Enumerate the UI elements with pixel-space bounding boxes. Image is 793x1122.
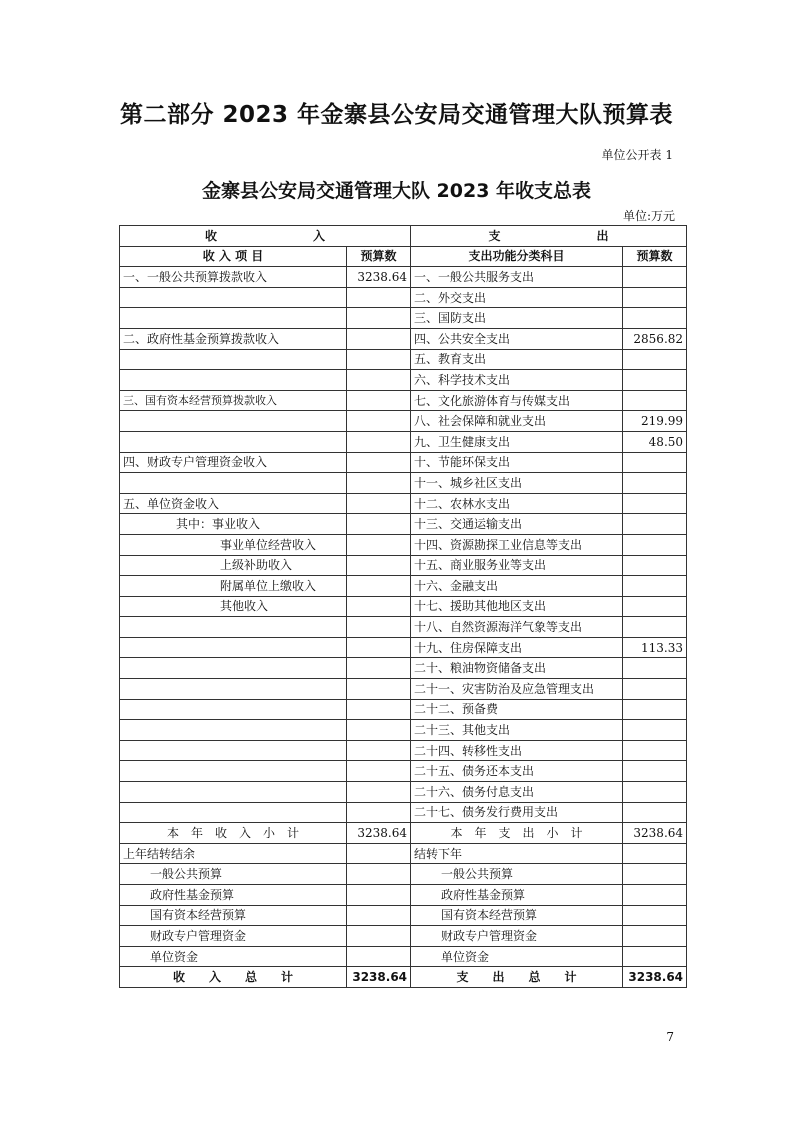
table-row [120,967,687,988]
income-item-cell [120,431,347,452]
expense-amount-cell [623,679,687,700]
expense-item-cell: 一般公共预算 [411,864,623,885]
expense-amount-cell [623,452,687,473]
income-amount-cell [347,452,411,473]
table-row [120,699,687,720]
expense-amount-cell [623,287,687,308]
expense-amount-cell [623,802,687,823]
table-row [120,761,687,782]
income-item-cell: 国有资本经营预算 [120,905,347,926]
table-row [120,514,687,535]
expense-item-cell: 十七、援助其他地区支出 [411,596,623,617]
income-item-cell: 一、一般公共预算拨款收入 [120,267,347,288]
expense-item-cell: 本 年 支 出 小 计 [411,823,623,844]
expense-amount-cell: 3238.64 [623,967,687,988]
income-item-header: 收 入 项 目 [120,246,347,267]
income-amount-cell [347,720,411,741]
income-amount-cell: 3238.64 [347,823,411,844]
table-row [120,576,687,597]
table-row [120,658,687,679]
income-amount-cell [347,699,411,720]
income-item-cell: 其他收入 [120,596,347,617]
expense-amount-cell [623,699,687,720]
expense-amount-cell: 3238.64 [623,823,687,844]
income-amount-cell [347,802,411,823]
expense-item-cell: 二十五、债务还本支出 [411,761,623,782]
table-row [120,370,687,391]
income-header: 收 入 [120,226,411,247]
table-row [120,740,687,761]
income-amount-cell [347,287,411,308]
income-amount-cell [347,349,411,370]
income-item-cell [120,699,347,720]
table-row [120,782,687,803]
income-item-cell: 附属单位上缴收入 [120,576,347,597]
expense-amount-cell [623,473,687,494]
table-row [120,823,687,844]
table-row [120,926,687,947]
expense-amount-cell [623,946,687,967]
expense-item-header: 支出功能分类科目 [411,246,623,267]
income-amount-cell [347,679,411,700]
table-row [120,864,687,885]
table-row [120,843,687,864]
expense-item-cell: 政府性基金预算 [411,885,623,906]
table-row [120,390,687,411]
expense-item-cell: 五、教育支出 [411,349,623,370]
income-amount-cell [347,637,411,658]
income-item-cell [120,349,347,370]
table-row [120,905,687,926]
header-row-group [120,226,687,247]
expense-amount-cell: 48.50 [623,431,687,452]
income-amount-cell [347,390,411,411]
income-amount-cell [347,514,411,535]
income-amount-cell [347,761,411,782]
expense-item-cell: 一、一般公共服务支出 [411,267,623,288]
expense-amount-cell: 113.33 [623,637,687,658]
income-item-cell [120,411,347,432]
expense-amount-cell: 2856.82 [623,328,687,349]
table-row [120,473,687,494]
income-amount-cell [347,843,411,864]
expense-item-cell: 九、卫生健康支出 [411,431,623,452]
income-item-cell [120,782,347,803]
table-row [120,328,687,349]
income-amount-cell [347,926,411,947]
expense-item-cell: 十二、农林水支出 [411,493,623,514]
income-amount-cell [347,534,411,555]
expense-item-cell: 二十、粮油物资储备支出 [411,658,623,679]
table-row [120,617,687,638]
table-row [120,349,687,370]
income-amount-cell [347,576,411,597]
income-item-cell: 收 入 总 计 [120,967,347,988]
expense-amount-cell [623,267,687,288]
expense-amount-cell [623,905,687,926]
income-item-cell: 三、国有资本经营预算拨款收入 [120,390,347,411]
expense-amount-cell [623,658,687,679]
header-row-columns [120,246,687,267]
income-item-cell: 上年结转结余 [120,843,347,864]
expense-amount-cell [623,596,687,617]
income-amount-cell [347,740,411,761]
income-item-cell [120,370,347,391]
income-item-cell [120,658,347,679]
income-item-cell [120,740,347,761]
expense-amount-header: 预算数 [623,246,687,267]
table-row [120,946,687,967]
expense-item-cell: 四、公共安全支出 [411,328,623,349]
income-amount-cell [347,864,411,885]
expense-item-cell: 十九、住房保障支出 [411,637,623,658]
expense-amount-cell [623,864,687,885]
income-item-cell: 二、政府性基金预算拨款收入 [120,328,347,349]
income-item-cell: 政府性基金预算 [120,885,347,906]
income-item-cell: 单位资金 [120,946,347,967]
expense-amount-cell [623,617,687,638]
expense-amount-cell [623,308,687,329]
expense-item-cell: 二十一、灾害防治及应急管理支出 [411,679,623,700]
table-row [120,596,687,617]
expense-amount-cell [623,782,687,803]
expense-item-cell: 十八、自然资源海洋气象等支出 [411,617,623,638]
income-item-cell [120,287,347,308]
income-item-cell [120,617,347,638]
page-number: 7 [666,1030,674,1044]
income-item-cell [120,679,347,700]
expense-amount-cell [623,761,687,782]
table-row [120,431,687,452]
expense-amount-cell [623,885,687,906]
income-item-cell: 四、财政专户管理资金收入 [120,452,347,473]
expense-amount-cell [623,534,687,555]
income-amount-cell [347,885,411,906]
expense-item-cell: 八、社会保障和就业支出 [411,411,623,432]
income-item-cell [120,761,347,782]
income-item-cell [120,637,347,658]
income-amount-cell [347,555,411,576]
part-title: 第二部分 2023 年金寨县公安局交通管理大队预算表 [119,102,674,128]
income-amount-cell [347,658,411,679]
table-number: 单位公开表 1 [601,148,673,162]
expense-item-cell: 二十二、预备费 [411,699,623,720]
income-item-cell: 本 年 收 入 小 计 [120,823,347,844]
income-amount-cell: 3238.64 [347,967,411,988]
expense-amount-cell [623,576,687,597]
expense-amount-cell [623,720,687,741]
expense-item-cell: 六、科学技术支出 [411,370,623,391]
table-row [120,637,687,658]
income-amount-cell [347,308,411,329]
expense-item-cell: 十五、商业服务业等支出 [411,555,623,576]
income-item-cell [120,802,347,823]
expense-amount-cell [623,493,687,514]
income-amount-cell [347,596,411,617]
expense-header: 支 出 [411,226,687,247]
expense-amount-cell [623,926,687,947]
expense-amount-cell [623,514,687,535]
income-amount-cell [347,493,411,514]
expense-item-cell: 单位资金 [411,946,623,967]
table-row [120,267,687,288]
expense-item-cell: 二十四、转移性支出 [411,740,623,761]
income-amount-cell [347,411,411,432]
income-item-cell [120,720,347,741]
table-row [120,885,687,906]
expense-amount-cell [623,370,687,391]
income-item-cell: 财政专户管理资金 [120,926,347,947]
income-amount-cell [347,905,411,926]
income-item-cell: 一般公共预算 [120,864,347,885]
income-item-cell: 其中：事业收入 [120,514,347,535]
income-amount-cell [347,370,411,391]
income-amount-cell [347,782,411,803]
expense-item-cell: 二十七、债务发行费用支出 [411,802,623,823]
table-row [120,679,687,700]
income-amount-cell [347,473,411,494]
expense-item-cell: 结转下年 [411,843,623,864]
income-item-cell [120,308,347,329]
expense-amount-cell [623,349,687,370]
expense-item-cell: 十、节能环保支出 [411,452,623,473]
expense-amount-cell [623,740,687,761]
expense-amount-cell: 219.99 [623,411,687,432]
table-row [120,720,687,741]
income-item-cell: 五、单位资金收入 [120,493,347,514]
expense-item-cell: 二十六、债务付息支出 [411,782,623,803]
unit-label: 单位:万元 [622,209,675,223]
expense-amount-cell [623,390,687,411]
income-item-cell [120,473,347,494]
budget-table [119,225,687,988]
table-row [120,452,687,473]
expense-item-cell: 十四、资源勘探工业信息等支出 [411,534,623,555]
table-row [120,534,687,555]
table-row [120,802,687,823]
table-row [120,493,687,514]
expense-item-cell: 十一、城乡社区支出 [411,473,623,494]
expense-item-cell: 三、国防支出 [411,308,623,329]
table-title: 金寨县公安局交通管理大队 2023 年收支总表 [201,180,592,202]
expense-item-cell: 十三、交通运输支出 [411,514,623,535]
income-amount-cell [347,328,411,349]
expense-item-cell: 支 出 总 计 [411,967,623,988]
expense-amount-cell [623,555,687,576]
income-amount-cell [347,617,411,638]
income-item-cell: 事业单位经营收入 [120,534,347,555]
expense-item-cell: 财政专户管理资金 [411,926,623,947]
income-amount-cell [347,431,411,452]
table-row [120,555,687,576]
expense-item-cell: 二、外交支出 [411,287,623,308]
income-amount-header: 预算数 [347,246,411,267]
table-row [120,287,687,308]
income-amount-cell [347,946,411,967]
table-row [120,308,687,329]
expense-item-cell: 七、文化旅游体育与传媒支出 [411,390,623,411]
income-amount-cell: 3238.64 [347,267,411,288]
table-row [120,411,687,432]
expense-item-cell: 国有资本经营预算 [411,905,623,926]
expense-item-cell: 十六、金融支出 [411,576,623,597]
expense-amount-cell [623,843,687,864]
income-item-cell: 上级补助收入 [120,555,347,576]
expense-item-cell: 二十三、其他支出 [411,720,623,741]
